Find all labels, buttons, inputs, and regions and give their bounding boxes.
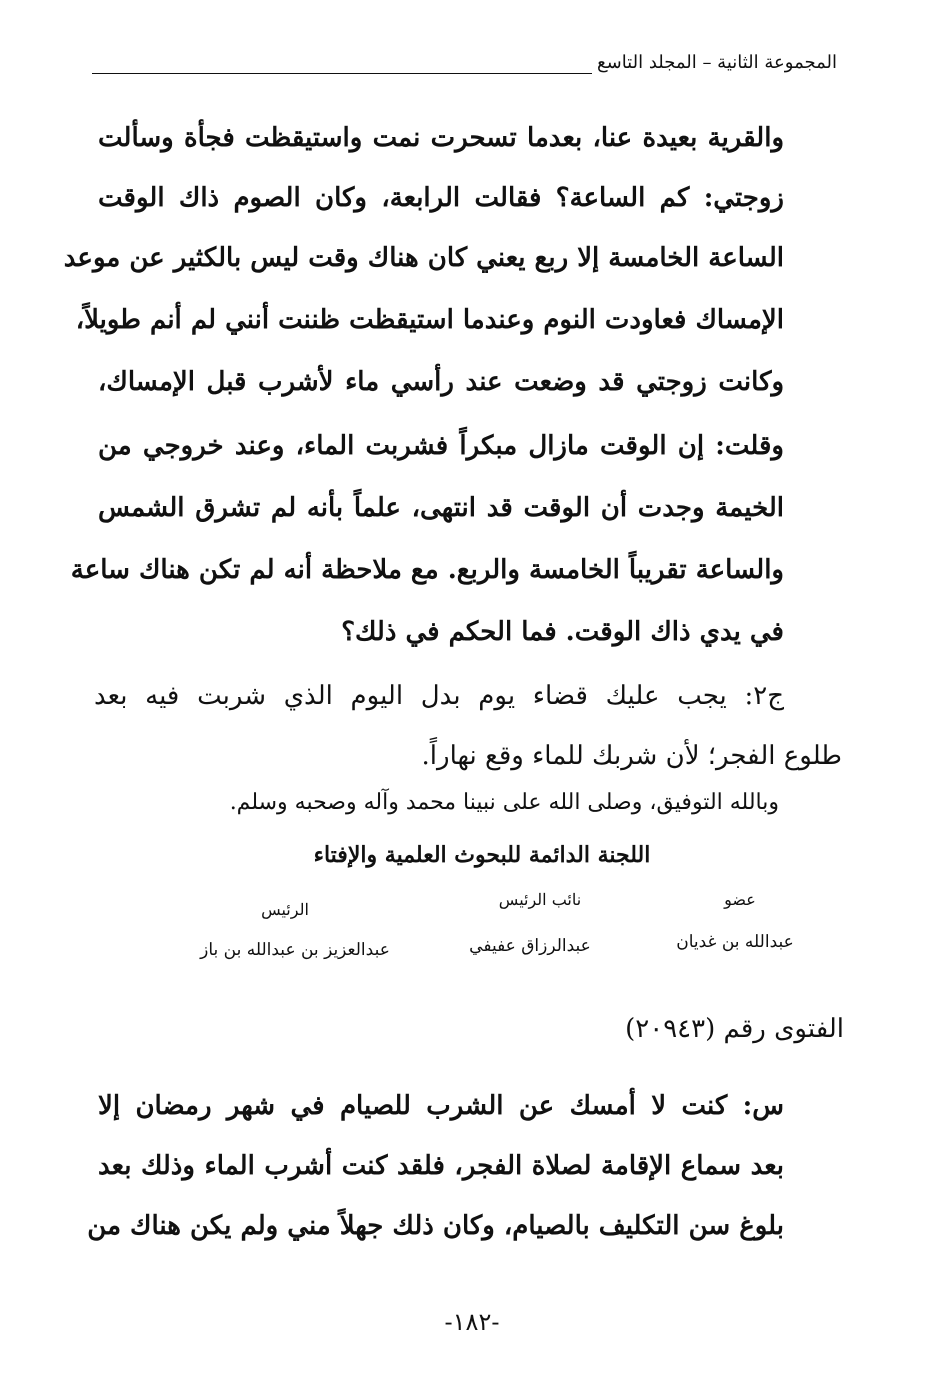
committee-title-text: اللجنة الدائمة للبحوث العلمية والإفتاء [313,842,651,868]
vice-president-role-text: نائب الرئيس [498,890,582,909]
question-line: بلوغ سن التكليف بالصيام، وكان ذلك جهلاً مني ولم يكن هناك من [87,1211,784,1241]
question-line: وكانت زوجتي قد وضعت عند رأسي ماء لأشرب قبل الإمساك، [98,367,784,397]
question-line: زوجتي: كم الساعة؟ فقالت الرابعة، وكان الصوم ذاك الوقت [98,183,784,213]
answer-line: طلوع الفجر؛ لأن شربك للماء وقع نهاراً. [421,741,842,771]
president-role [245,900,325,919]
header-rule [92,73,592,74]
page-number: -١٨٢- [444,1308,500,1336]
vice-president-role [480,890,600,909]
question-line: س: كنت لا أمسك عن الشرب للصيام في شهر رمضان إلا [98,1091,784,1121]
member-role-text: عضو [724,890,756,909]
question-line: والقرية بعيدة عنا، بعدما تسحرت نمت واستيقظت فجأة وسألت [98,123,784,153]
answer-line: ج٢: يجب عليك قضاء يوم بدل اليوم الذي شربت فيه بعد [94,681,784,711]
fatwa-number: الفتوى رقم (٢٠٩٤٣) [625,1014,844,1044]
president-name-text: عبدالعزيز بن عبدالله بن باز [200,940,390,960]
question-line: في يدي ذاك الوقت. فما الحكم في ذلك؟ [341,617,784,647]
president-role-text: الرئيس [261,900,309,919]
question-line: الساعة الخامسة إلا ربع يعني كان هناك وقت ليس بالكثير عن موعد [63,243,784,273]
running-header: المجموعة الثانية – المجلد التاسع [597,52,837,73]
question-line: والساعة تقريباً الخامسة والربع. مع ملاحظة أنه لم تكن هناك ساعة [70,555,784,585]
member-role [700,890,780,909]
vice-president-name [455,936,605,956]
committee-title [0,842,944,868]
president-name [180,940,410,960]
member-name [660,932,810,952]
question-line: وقلت: إن الوقت مازال مبكراً فشربت الماء، وعند خروجي من [98,431,784,461]
member-name-text: عبدالله بن غديان [676,932,794,952]
question-line: الخيمة وجدت أن الوقت قد انتهى، علماً بأنه لم تشرق الشمس [98,493,784,523]
question-line: بعد سماع الإقامة لصلاة الفجر، فلقد كنت أشرب الماء وذلك بعد [98,1151,784,1181]
vice-president-name-text: عبدالرزاق عفيفي [469,936,591,956]
closing-formula: وبالله التوفيق، وصلى الله على نبينا محمد وآله وصحبه وسلم. [229,790,779,815]
question-line: الإمساك فعاودت النوم وعندما استيقظت ظننت أنني لم أنم طويلاً، [75,305,784,335]
